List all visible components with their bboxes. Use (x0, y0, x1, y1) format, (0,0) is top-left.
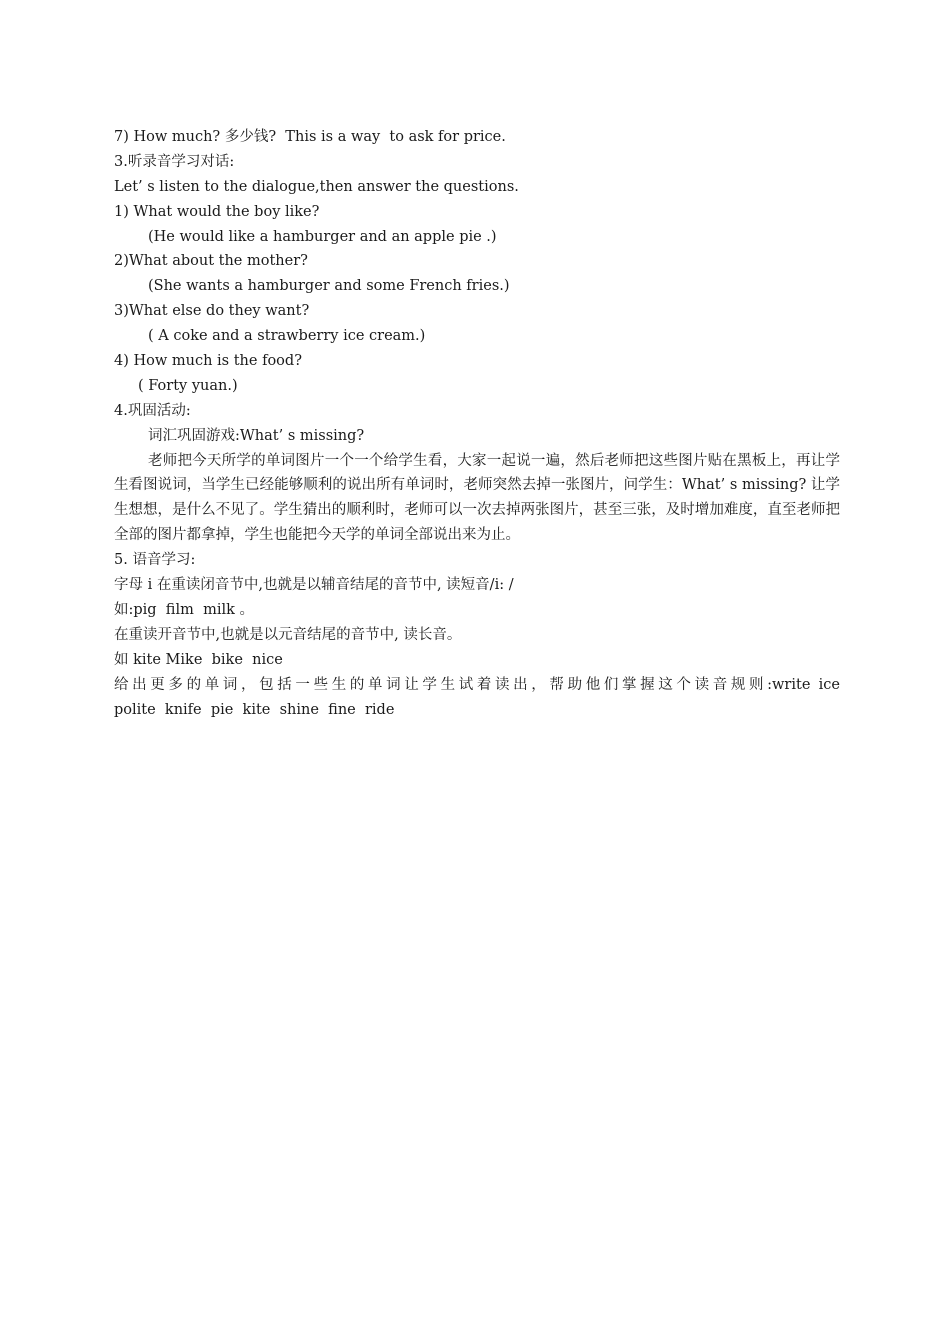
section-heading-phonics: 5. 语音学习: (114, 552, 196, 569)
game-title: 词汇巩固游戏:What’ s missing? (148, 427, 365, 444)
answer-3: ( A coke and a strawberry ice cream.) (148, 328, 426, 345)
phonics-rule-long: 在重读开音节中,也就是以元音结尾的音节中, 读长音。 (114, 626, 462, 643)
text-line-listen-instruction: Let’ s listen to the dialogue,then answer the questions. (114, 178, 519, 195)
question-4: 4) How much is the food? (114, 353, 302, 370)
phonics-practice-words: polite knife pie kite shine fine ride (114, 701, 395, 718)
section-heading-listen: 3.听录音学习对话: (114, 153, 235, 170)
section-heading-consolidation: 4.巩固活动: (114, 402, 191, 419)
phonics-rule-short: 字母 i 在重读闭音节中,也就是以辅音结尾的音节中, 读短音/i: / (114, 577, 514, 594)
question-1: 1) What would the boy like? (114, 203, 320, 220)
answer-4: ( Forty yuan.) (138, 377, 238, 394)
game-description-paragraph: 老师把今天所学的单词图片一个一个给学生看，大家一起说一遍，然后老师把这些图片贴在黑板上，再让学生看图说词，当学生已经能够顺利的说出所有单词时，老师突然去掉一张图片，问学生：What’ s missing? 让学生想想，是什么不见了。学生猜出的顺利时，老师可以一次去掉两张图片，甚至三张，及时增加难度，直至老师把全部的图片都拿掉，学生也能把今天学的单词全部说出来为止。 (114, 452, 840, 544)
answer-2: (She wants a hamburger and some French fries.) (148, 278, 510, 295)
phonics-examples-short: 如:pig film milk 。 (114, 601, 255, 618)
phonics-examples-long: 如 kite Mike bike nice (114, 651, 283, 668)
text-line-how-much: 7) How much? 多少钱? This is a way to ask for price. (114, 129, 506, 145)
question-3: 3)What else do they want? (114, 303, 310, 320)
document-page (114, 125, 840, 722)
phonics-practice-intro: 给出更多的单词，包括一些生的单词让学生试着读出，帮助他们掌握这个读音规则:write ice (114, 676, 840, 693)
question-2: 2)What about the mother? (114, 253, 308, 270)
answer-1: (He would like a hamburger and an apple pie .) (148, 228, 497, 245)
